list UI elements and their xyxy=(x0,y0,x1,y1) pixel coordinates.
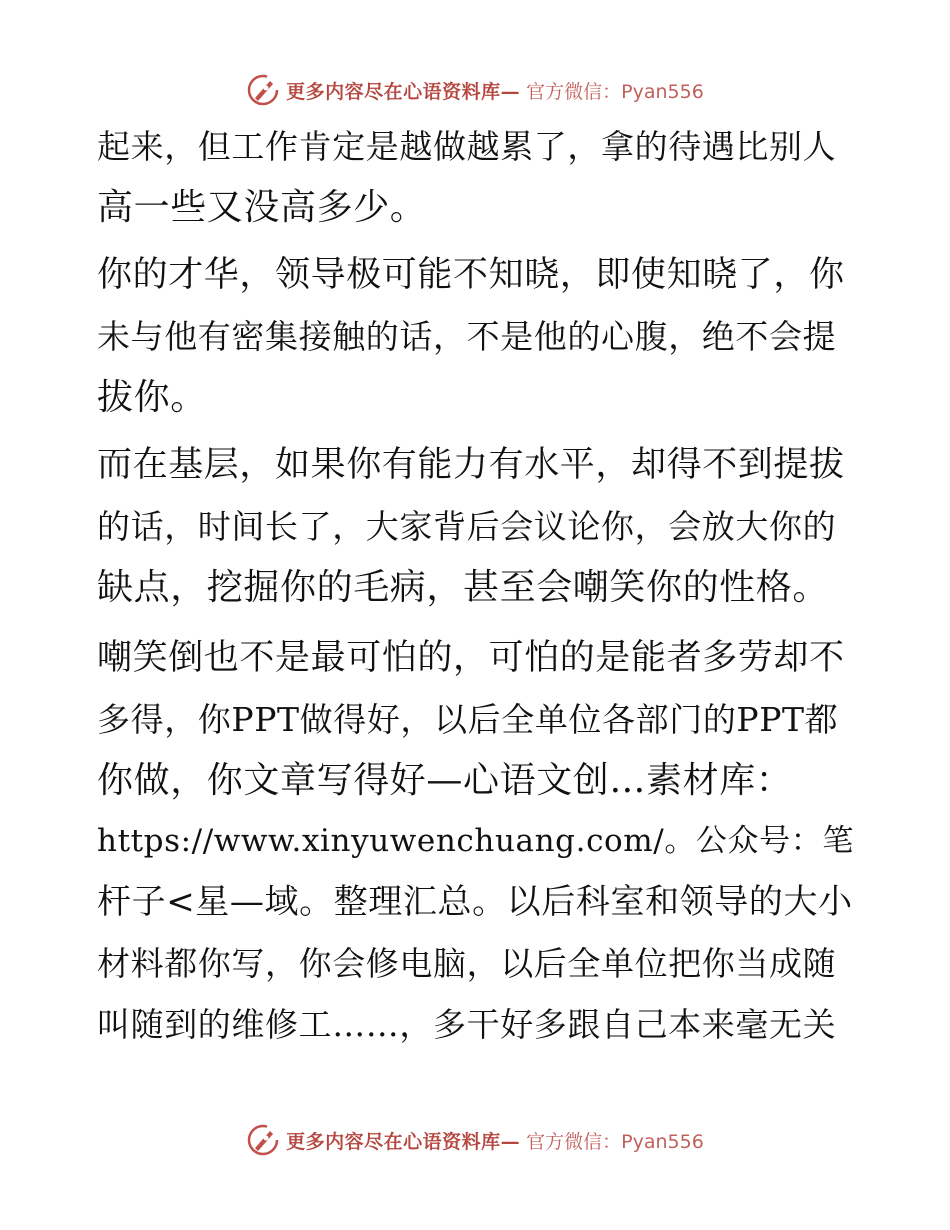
header-watermark xyxy=(0,70,950,110)
text-line: 起来，但工作肯定是越做越累了，拿的待遇比别人 xyxy=(97,127,837,166)
pen-logo-icon xyxy=(246,1123,280,1157)
document-body xyxy=(97,116,857,1055)
text-line: 材料都你写，你会修电脑，以后全单位把你当成随 xyxy=(97,944,837,983)
header-wechat-text: 官方微信：Pyan556 xyxy=(526,80,704,103)
paragraph xyxy=(97,245,857,428)
text-line: https://www.xinyuwenchuang.com/。公众号：笔 xyxy=(97,823,854,859)
text-line: 缺点，挖掘你的毛病，甚至会嘲笑你的性格。 xyxy=(97,567,830,608)
footer-watermark xyxy=(0,1120,950,1160)
paragraph xyxy=(97,435,857,618)
paragraph xyxy=(97,628,857,1055)
footer-brand-text: 更多内容尽在心语资料库— xyxy=(286,1130,521,1153)
paragraph xyxy=(97,116,857,238)
text-line: 叫随到的维修工……，多干好多跟自己本来毫无关 xyxy=(97,1005,837,1044)
text-line: 你的才华，领导极可能不知晓，即使知晓了，你 xyxy=(97,255,845,295)
footer-wechat-text: 官方微信：Pyan556 xyxy=(526,1130,704,1153)
text-line: 高一些又没高多少。 xyxy=(97,187,427,228)
text-line: 的话，时间长了，大家背后会议论你，会放大你的 xyxy=(97,507,837,546)
text-line: 拔你。 xyxy=(97,377,207,418)
text-line: 你做，你文章写得好—心语文创…素材库： xyxy=(97,760,793,801)
text-line: 未与他有密集接触的话，不是他的心腹，绝不会提 xyxy=(97,317,837,356)
text-line: 嘲笑倒也不是最可怕的，可怕的是能者多劳却不 xyxy=(97,638,845,678)
header-brand-text: 更多内容尽在心语资料库— xyxy=(286,80,521,103)
pen-logo-icon xyxy=(246,73,280,107)
text-line: 而在基层，如果你有能力有水平，却得不到提拔 xyxy=(97,445,845,485)
text-line: 多得，你PPT做得好，以后全单位各部门的PPT都 xyxy=(97,700,839,739)
text-line: 杆子<星—域。整理汇总。以后科室和领导的大小 xyxy=(97,882,853,922)
